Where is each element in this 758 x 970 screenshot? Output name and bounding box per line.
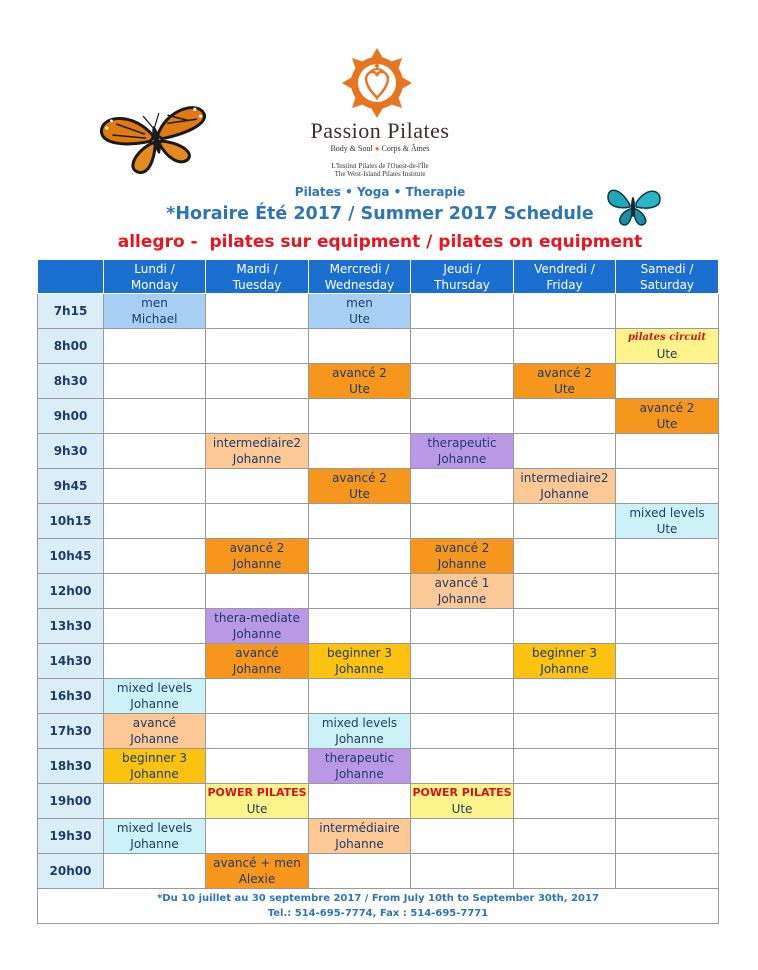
empty-cell — [616, 679, 719, 714]
time-cell: 12h00 — [38, 574, 104, 609]
class-name: avancé — [132, 716, 177, 730]
empty-cell — [616, 749, 719, 784]
empty-cell — [206, 574, 309, 609]
empty-cell — [206, 504, 309, 539]
empty-cell — [514, 784, 616, 819]
class-cell — [104, 679, 206, 714]
class-cell — [514, 644, 616, 679]
empty-cell — [309, 609, 411, 644]
schedule-row — [38, 854, 719, 889]
class-name: men — [141, 296, 168, 310]
instructor-name: Johanne — [437, 452, 487, 466]
class-name: avancé 2 — [434, 541, 490, 555]
instructor-name: Johanne — [130, 697, 179, 711]
class-name: mixed levels — [116, 681, 193, 695]
instructor-name: Michael — [131, 312, 178, 326]
class-cell — [206, 539, 309, 574]
instructor-name: Ute — [349, 382, 370, 396]
empty-cell — [309, 679, 411, 714]
brand-institute — [300, 162, 460, 178]
empty-cell — [206, 294, 309, 329]
page-title: *Horaire Été 2017 / Summer 2017 Schedule — [166, 204, 594, 224]
empty-cell — [309, 504, 411, 539]
schedule-row — [38, 434, 719, 469]
empty-cell — [514, 539, 616, 574]
class-cell — [206, 609, 309, 644]
class-name: POWER PILATES — [412, 786, 512, 799]
empty-cell — [411, 644, 514, 679]
monarch-butterfly-icon — [100, 102, 212, 174]
brand-motto-en: Body & Soul — [330, 144, 373, 153]
class-name: pilates circuit — [627, 332, 707, 343]
instructor-name: Johanne — [335, 662, 384, 676]
time-cell: 9h00 — [38, 399, 104, 434]
empty-cell — [206, 329, 309, 364]
class-name: therapeutic — [324, 751, 395, 765]
time-cell: 10h45 — [38, 539, 104, 574]
day-header: Samedi / Saturday — [616, 260, 719, 294]
class-cell — [616, 399, 719, 434]
empty-cell — [104, 364, 206, 399]
empty-cell — [616, 819, 719, 854]
class-name: mixed levels — [116, 821, 193, 835]
class-cell — [309, 749, 411, 784]
schedule-row — [38, 644, 719, 679]
schedule-row — [38, 294, 719, 329]
time-cell: 19h00 — [38, 784, 104, 819]
class-name: mixed levels — [629, 506, 705, 520]
empty-cell — [514, 854, 616, 889]
instructor-name: Johanne — [335, 767, 384, 781]
empty-cell — [616, 784, 719, 819]
class-cell — [309, 714, 411, 749]
class-name: intermediaire2 — [212, 436, 302, 450]
empty-cell — [514, 434, 616, 469]
brand-institute-fr: L'Institut Pilates de l'Ouest-de-l'Île — [331, 162, 429, 170]
day-header-row — [38, 260, 719, 294]
brand-tagline: Pilates • Yoga • Therapie — [294, 185, 466, 199]
schedule-body — [38, 294, 719, 889]
empty-cell — [616, 434, 719, 469]
time-cell: 18h30 — [38, 749, 104, 784]
empty-cell — [104, 609, 206, 644]
instructor-name: Johanne — [437, 557, 487, 571]
empty-cell — [514, 714, 616, 749]
time-cell: 13h30 — [38, 609, 104, 644]
class-cell — [411, 434, 514, 469]
footer-dates: *Du 10 juillet au 30 septembre 2017 / From July 10th to September 30th, 2017 — [157, 893, 599, 904]
empty-cell — [514, 749, 616, 784]
class-name: men — [346, 296, 373, 310]
empty-cell — [104, 399, 206, 434]
instructor-name: Ute — [246, 802, 268, 816]
class-cell — [206, 854, 309, 889]
time-cell: 10h15 — [38, 504, 104, 539]
class-name: avancé 2 — [332, 471, 387, 485]
empty-cell — [411, 364, 514, 399]
class-cell — [616, 504, 719, 539]
class-name: avancé 2 — [537, 366, 592, 380]
schedule-footer — [38, 889, 719, 924]
empty-cell — [309, 329, 411, 364]
schedule-row — [38, 329, 719, 364]
empty-cell — [411, 294, 514, 329]
motto-dot-icon: ● — [374, 144, 380, 153]
class-name: avancé 2 — [332, 366, 387, 380]
empty-cell — [206, 399, 309, 434]
class-cell — [514, 469, 616, 504]
empty-cell — [616, 714, 719, 749]
class-cell — [104, 819, 206, 854]
empty-cell — [309, 574, 411, 609]
empty-cell — [616, 469, 719, 504]
footer-contact: Tel.: 514-695-7774, Fax : 514-695-7771 — [267, 908, 489, 919]
class-cell — [104, 294, 206, 329]
empty-cell — [104, 329, 206, 364]
schedule-row — [38, 609, 719, 644]
empty-cell — [206, 714, 309, 749]
empty-cell — [206, 469, 309, 504]
class-name: avancé 2 — [639, 401, 695, 415]
class-cell — [514, 364, 616, 399]
instructor-name: Ute — [349, 312, 370, 326]
empty-cell — [411, 469, 514, 504]
instructor-name: Johanne — [335, 837, 384, 851]
class-name: avancé — [235, 646, 279, 660]
empty-cell — [411, 714, 514, 749]
schedule-row — [38, 749, 719, 784]
empty-cell — [411, 399, 514, 434]
class-cell — [104, 714, 206, 749]
empty-cell — [309, 784, 411, 819]
empty-cell — [206, 819, 309, 854]
instructor-name: Johanne — [540, 487, 589, 501]
empty-cell — [206, 679, 309, 714]
empty-cell — [309, 539, 411, 574]
empty-cell — [104, 539, 206, 574]
page-subtitle: allegro - pilates sur equipment / pilates on equipment — [117, 232, 643, 252]
class-name: avancé 1 — [434, 576, 490, 590]
empty-cell — [411, 679, 514, 714]
blue-butterfly-icon — [606, 183, 662, 227]
class-cell — [411, 539, 514, 574]
class-name: beginner 3 — [122, 751, 187, 765]
class-cell — [206, 644, 309, 679]
instructor-name: Johanne — [335, 732, 384, 746]
empty-cell — [104, 644, 206, 679]
empty-cell — [616, 294, 719, 329]
schedule-row — [38, 679, 719, 714]
empty-cell — [514, 819, 616, 854]
empty-cell — [514, 504, 616, 539]
time-cell: 7h15 — [38, 294, 104, 329]
class-cell — [206, 784, 309, 819]
day-header: Vendredi / Friday — [514, 260, 616, 294]
day-header: Jeudi / Thursday — [411, 260, 514, 294]
instructor-name: Johanne — [232, 662, 282, 676]
empty-cell — [616, 609, 719, 644]
empty-cell — [411, 749, 514, 784]
empty-cell — [309, 434, 411, 469]
instructor-name: Johanne — [232, 557, 282, 571]
empty-cell — [411, 329, 514, 364]
empty-cell — [514, 329, 616, 364]
instructor-name: Johanne — [232, 452, 282, 466]
class-name: mixed levels — [321, 716, 398, 730]
empty-cell — [514, 574, 616, 609]
empty-cell — [206, 749, 309, 784]
empty-cell — [514, 679, 616, 714]
brand-motto — [300, 144, 460, 153]
time-cell: 20h00 — [38, 854, 104, 889]
class-cell — [206, 434, 309, 469]
class-name: intermediaire2 — [520, 471, 609, 485]
schedule-table — [37, 259, 719, 924]
instructor-name: Ute — [656, 347, 678, 361]
day-header: Lundi / Monday — [104, 260, 206, 294]
schedule-row — [38, 469, 719, 504]
schedule-row — [38, 784, 719, 819]
instructor-name: Alexie — [238, 872, 276, 886]
time-cell: 19h30 — [38, 819, 104, 854]
class-name: therapeutic — [427, 436, 497, 450]
class-cell — [309, 294, 411, 329]
class-cell — [309, 819, 411, 854]
schedule-row — [38, 574, 719, 609]
class-name: beginner 3 — [327, 646, 392, 660]
empty-cell — [411, 854, 514, 889]
empty-cell — [104, 784, 206, 819]
empty-cell — [616, 539, 719, 574]
instructor-name: Johanne — [540, 662, 589, 676]
class-cell — [309, 469, 411, 504]
empty-cell — [514, 609, 616, 644]
empty-cell — [616, 644, 719, 679]
empty-cell — [104, 469, 206, 504]
passion-pilates-logo-icon — [340, 46, 414, 120]
day-header: Mercredi / Wednesday — [309, 260, 411, 294]
instructor-name: Johanne — [437, 592, 487, 606]
time-cell: 8h30 — [38, 364, 104, 399]
time-cell: 14h30 — [38, 644, 104, 679]
empty-cell — [309, 854, 411, 889]
empty-cell — [104, 574, 206, 609]
instructor-name: Johanne — [232, 627, 282, 641]
class-cell — [616, 329, 719, 364]
schedule-row — [38, 539, 719, 574]
instructor-name: Johanne — [130, 732, 179, 746]
class-name: intermédiaire — [319, 821, 400, 835]
empty-cell — [514, 294, 616, 329]
instructor-name: Ute — [656, 417, 678, 431]
schedule-row — [38, 714, 719, 749]
class-name: thera-mediate — [214, 611, 300, 625]
instructor-name: Johanne — [130, 837, 179, 851]
day-header: Mardi / Tuesday — [206, 260, 309, 294]
corner-cell — [38, 260, 104, 294]
empty-cell — [411, 504, 514, 539]
schedule-row — [38, 399, 719, 434]
schedule-row — [38, 819, 719, 854]
instructor-name: Ute — [451, 802, 473, 816]
empty-cell — [104, 434, 206, 469]
class-name: avancé 2 — [229, 541, 285, 555]
class-name: beginner 3 — [532, 646, 597, 660]
class-cell — [309, 644, 411, 679]
empty-cell — [309, 399, 411, 434]
time-cell: 8h00 — [38, 329, 104, 364]
empty-cell — [104, 504, 206, 539]
empty-cell — [514, 399, 616, 434]
brand-institute-en: The West-Island Pilates Institute — [334, 170, 426, 178]
class-name: POWER PILATES — [207, 786, 307, 799]
instructor-name: Johanne — [130, 767, 179, 781]
empty-cell — [616, 574, 719, 609]
empty-cell — [206, 364, 309, 399]
empty-cell — [411, 819, 514, 854]
empty-cell — [104, 854, 206, 889]
schedule-row — [38, 364, 719, 399]
time-cell: 16h30 — [38, 679, 104, 714]
class-cell — [104, 749, 206, 784]
time-cell: 17h30 — [38, 714, 104, 749]
empty-cell — [411, 609, 514, 644]
class-cell — [411, 574, 514, 609]
class-name: avancé + men — [213, 856, 301, 870]
class-cell — [309, 364, 411, 399]
instructor-name: Ute — [554, 382, 575, 396]
instructor-name: Ute — [349, 487, 370, 501]
class-cell — [411, 784, 514, 819]
brand-motto-fr: Corps & Âmes — [381, 144, 430, 153]
time-cell: 9h30 — [38, 434, 104, 469]
instructor-name: Ute — [656, 522, 678, 536]
schedule-row — [38, 504, 719, 539]
empty-cell — [616, 854, 719, 889]
time-cell: 9h45 — [38, 469, 104, 504]
brand-name: Passion Pilates — [310, 118, 450, 143]
empty-cell — [616, 364, 719, 399]
